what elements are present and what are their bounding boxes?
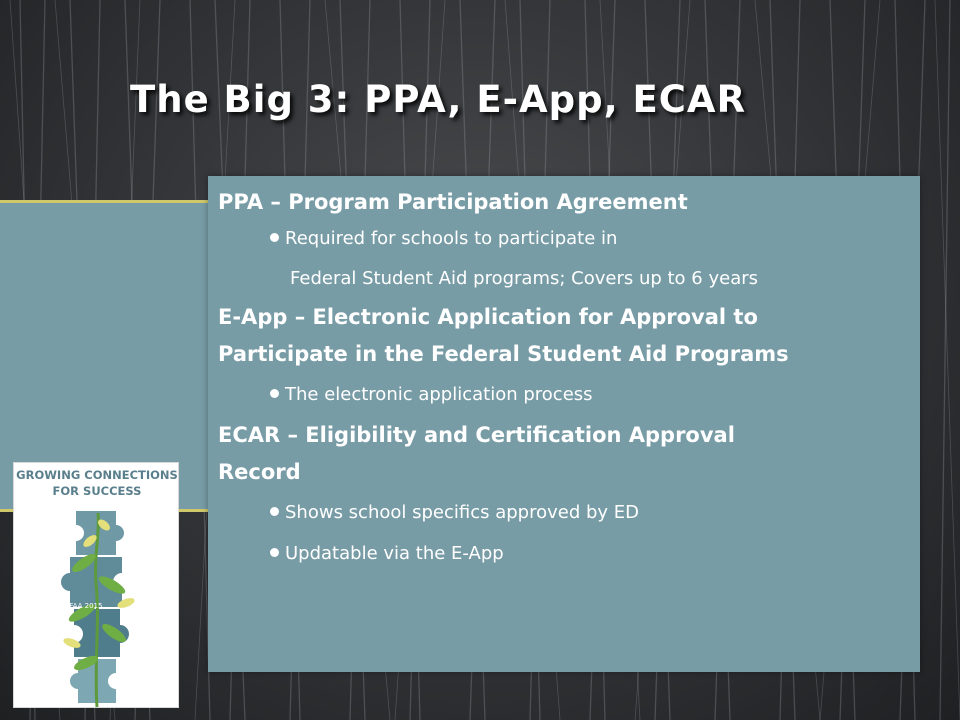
bullet-dot-icon <box>270 507 279 516</box>
section-heading-ecar-line2: Record <box>218 460 301 484</box>
bullet-item <box>270 542 918 566</box>
bullet-text: Required for schools to participate in <box>285 228 618 249</box>
logo-title <box>14 467 180 499</box>
content-body <box>218 184 918 566</box>
logo-year-label: MASFAA 2015 <box>54 602 103 610</box>
bullet-item <box>270 501 918 525</box>
bullet-item <box>270 227 918 251</box>
bullet-continuation: Federal Student Aid programs; Covers up to 6 years <box>290 268 758 289</box>
bullet-dot-icon <box>270 389 279 398</box>
bullet-item <box>270 383 918 407</box>
section-heading-eapp-line1: E-App – Electronic Application for Approval to <box>218 305 758 329</box>
slide-title: The Big 3: PPA, E-App, ECAR <box>130 78 747 121</box>
bullet-text: Shows school specifics approved by ED <box>285 502 640 523</box>
masfaa-logo <box>13 462 179 708</box>
logo-title-line1: GROWING CONNECTIONS <box>16 468 178 482</box>
bullet-dot-icon <box>270 548 279 557</box>
section-heading-ppa: PPA – Program Participation Agreement <box>218 190 688 214</box>
section-heading-ecar-line1: ECAR – Eligibility and Certification Approval <box>218 423 735 447</box>
logo-title-line2: FOR SUCCESS <box>52 484 142 498</box>
section-heading-eapp-line2: Participate in the Federal Student Aid Programs <box>218 342 789 366</box>
bullet-text: Updatable via the E-App <box>285 543 504 564</box>
bullet-dot-icon <box>270 233 279 242</box>
bullet-text: The electronic application process <box>285 384 593 405</box>
